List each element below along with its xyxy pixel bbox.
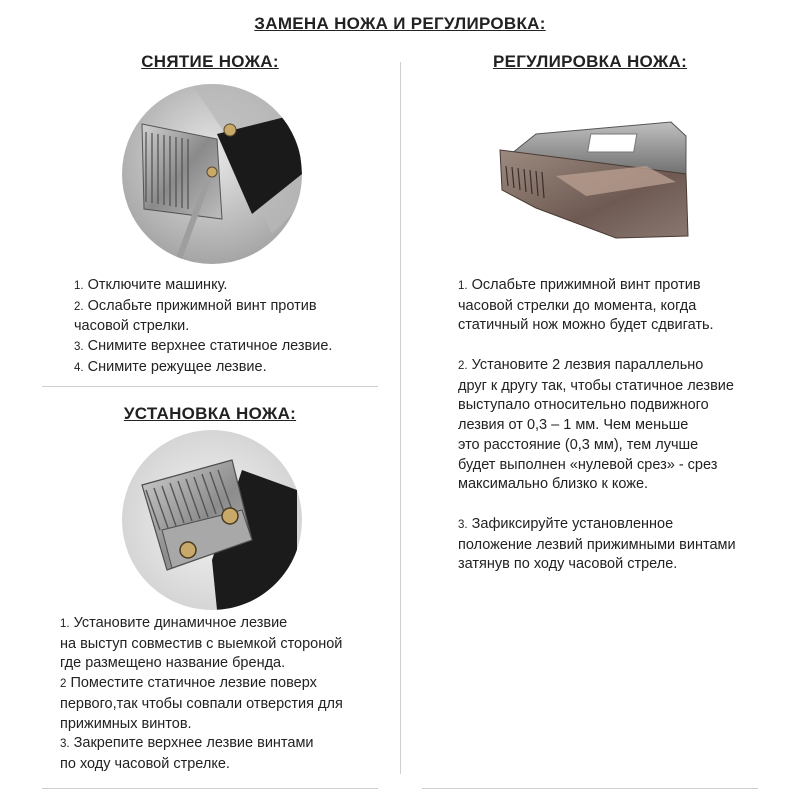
- section-divider: [42, 386, 378, 387]
- blade-removal-photo: [122, 84, 302, 264]
- adjust-paragraph-1: 1. Ослабьте прижимной винт против часовой стрелки до момента, когда статичный нож можно будет сдвигать.: [458, 277, 714, 334]
- list-item: 1. Установите динамичное лезвие на выступ совместив с выемкой стороной где размещено название бренда.: [60, 615, 343, 672]
- page-title: ЗАМЕНА НОЖА И РЕГУЛИРОВКА:: [254, 14, 546, 33]
- adjust-paragraph-2: 2. Установите 2 лезвия параллельно друг к другу так, чтобы статичное лезвие выступало относительно подвижного лезвия от 0,3 – 1 мм. Чем меньше это расстояние (0,3 мм), тем лучше будет выполнен «нулевой срез» - срез максимально близко к коже.: [458, 357, 734, 493]
- bottom-divider-left: [42, 788, 378, 789]
- bottom-divider-right: [422, 788, 758, 789]
- adjust-paragraph-3: 3. Зафиксируйте установленное положение лезвий прижимными винтами затянув по ходу часовой стреле.: [458, 516, 736, 573]
- list-item: 3. Закрепите верхнее лезвие винтами по ходу часовой стрелке.: [60, 735, 314, 772]
- adjust-title: РЕГУЛИРОВКА НОЖА:: [492, 52, 688, 71]
- install-title: УСТАНОВКА НОЖА:: [123, 404, 297, 423]
- list-item: 3. Снимите верхнее статичное лезвие.: [74, 338, 333, 355]
- vertical-divider: [400, 62, 401, 774]
- blade-adjust-photo: [496, 116, 692, 240]
- install-steps: [60, 614, 343, 775]
- removal-steps: [74, 276, 332, 379]
- blade-install-photo: [122, 430, 302, 610]
- list-item: 4. Снимите режущее лезвие.: [74, 358, 267, 375]
- list-item: 2. Ослабьте прижимной винт против часовой стрелки.: [74, 297, 317, 335]
- list-item: 1. Отключите машинку.: [74, 277, 228, 293]
- removal-title: СНЯТИЕ НОЖА:: [141, 52, 279, 71]
- list-item: 2 Поместите статичное лезвие поверх первого,так чтобы совпали отверстия для прижимных винтов.: [60, 675, 343, 732]
